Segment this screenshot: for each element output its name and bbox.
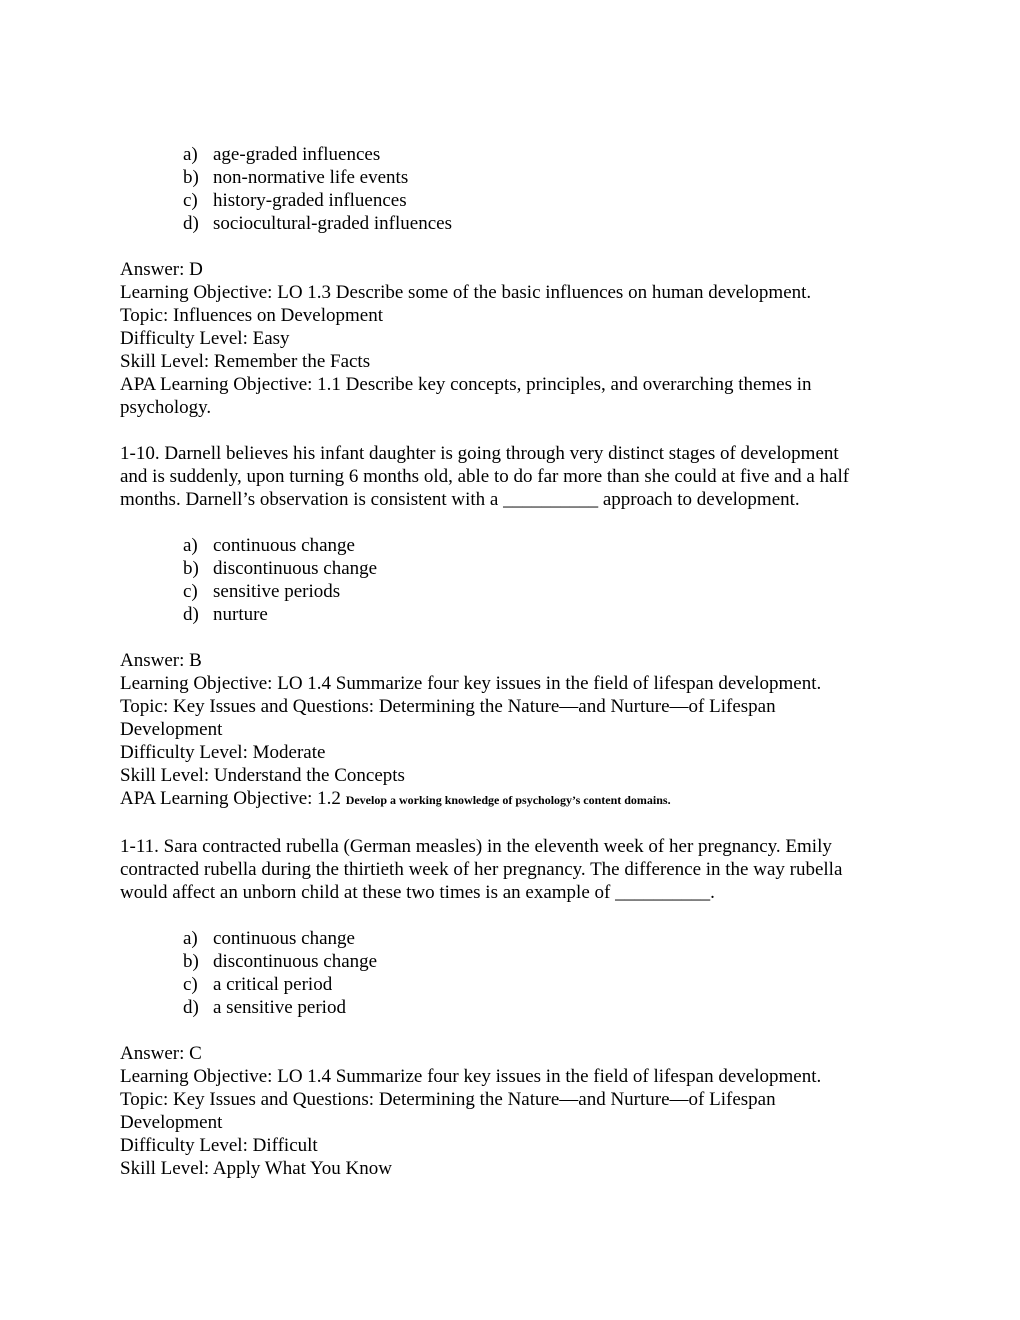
spacer: [0, 1019, 1020, 1042]
difficulty-line: Difficulty Level: Difficult: [120, 1135, 318, 1156]
option-text: discontinuous change: [213, 951, 378, 972]
option-text: sensitive periods: [213, 581, 341, 602]
difficulty-line: Difficulty Level: Moderate: [120, 742, 326, 763]
option-item: [183, 580, 1020, 603]
option-item: [183, 189, 1020, 212]
option-text: a sensitive period: [213, 997, 346, 1018]
option-text: nurture: [213, 604, 268, 625]
option-text: discontinuous change: [213, 558, 378, 579]
option-letter: b): [183, 167, 199, 188]
option-letter: b): [183, 951, 199, 972]
options-list-q10: [0, 534, 1020, 626]
spacer: [0, 812, 1020, 835]
answer-meta-q11: [120, 1042, 900, 1180]
option-text: history-graded influences: [213, 190, 407, 211]
option-item: [183, 996, 1020, 1019]
question-text-line: and is suddenly, upon turning 6 months old, able to do far more than she could at five and a half: [120, 466, 850, 487]
options-list-q11: [0, 927, 1020, 1019]
options-list-q9: [0, 143, 1020, 235]
spacer: [0, 511, 1020, 534]
option-text: age-graded influences: [213, 144, 381, 165]
option-text: sociocultural-graded influences: [213, 213, 452, 234]
question-text-line: 1-11. Sara contracted rubella (German measles) in the eleventh week of her pregnancy. Emily: [120, 836, 832, 857]
question-text-line: 1-10. Darnell believes his infant daughter is going through very distinct stages of development: [120, 443, 839, 464]
option-letter: a): [183, 928, 198, 949]
option-letter: d): [183, 213, 199, 234]
option-letter: b): [183, 558, 199, 579]
option-letter: d): [183, 997, 199, 1018]
answer-meta-q9: [120, 258, 900, 419]
topic-line-cont: Development: [120, 719, 223, 740]
learning-objective-line: Learning Objective: LO 1.4 Summarize four key issues in the field of lifespan development.: [120, 673, 822, 694]
spacer: [0, 235, 1020, 258]
option-letter: d): [183, 604, 199, 625]
option-item: [183, 166, 1020, 189]
question-text-line: would affect an unborn child at these two times is an example of __________.: [120, 882, 715, 903]
option-letter: a): [183, 144, 198, 165]
topic-line: Topic: Influences on Development: [120, 305, 384, 326]
skill-line: Skill Level: Remember the Facts: [120, 351, 371, 372]
question-text-line: months. Darnell’s observation is consistent with a __________ approach to development.: [120, 489, 800, 510]
option-text: continuous change: [213, 928, 355, 949]
option-item: [183, 534, 1020, 557]
spacer: [0, 904, 1020, 927]
difficulty-line: Difficulty Level: Easy: [120, 328, 290, 349]
option-letter: c): [183, 974, 198, 995]
question-text-line: contracted rubella during the thirtieth week of her pregnancy. The difference in the way rubella: [120, 859, 843, 880]
answer-line: Answer: D: [120, 259, 203, 280]
learning-objective-line: Learning Objective: LO 1.3 Describe some of the basic influences on human development.: [120, 282, 812, 303]
topic-line: Topic: Key Issues and Questions: Determining the Nature—and Nurture—of Lifespan: [120, 1089, 776, 1110]
option-item: [183, 557, 1020, 580]
option-item: [183, 603, 1020, 626]
topic-line-cont: Development: [120, 1112, 223, 1133]
apa-objective-prefix: APA Learning Objective: 1.2: [120, 788, 346, 809]
skill-line: Skill Level: Understand the Concepts: [120, 765, 405, 786]
option-item: [183, 212, 1020, 235]
option-item: [183, 950, 1020, 973]
skill-line: Skill Level: Apply What You Know: [120, 1158, 392, 1179]
option-letter: c): [183, 190, 198, 211]
answer-line: Answer: B: [120, 650, 202, 671]
apa-objective-line: APA Learning Objective: 1.1 Describe key concepts, principles, and overarching themes in: [120, 374, 812, 395]
question-1-11: [120, 835, 900, 904]
apa-objective-line: [120, 787, 900, 812]
spacer: [0, 626, 1020, 649]
option-letter: a): [183, 535, 198, 556]
answer-meta-q10: [120, 649, 900, 812]
option-letter: c): [183, 581, 198, 602]
option-item: [183, 973, 1020, 996]
option-item: [183, 143, 1020, 166]
option-text: non-normative life events: [213, 167, 409, 188]
document-page: [0, 143, 1020, 1180]
apa-objective-line-cont: psychology.: [120, 397, 212, 418]
learning-objective-line: Learning Objective: LO 1.4 Summarize four key issues in the field of lifespan development.: [120, 1066, 822, 1087]
option-text: a critical period: [213, 974, 333, 995]
option-text: continuous change: [213, 535, 355, 556]
option-item: [183, 927, 1020, 950]
question-1-10: [120, 442, 900, 511]
apa-objective-small-text: Develop a working knowledge of psychology’s content domains.: [345, 793, 671, 807]
answer-line: Answer: C: [120, 1043, 202, 1064]
topic-line: Topic: Key Issues and Questions: Determining the Nature—and Nurture—of Lifespan: [120, 696, 776, 717]
spacer: [0, 419, 1020, 442]
